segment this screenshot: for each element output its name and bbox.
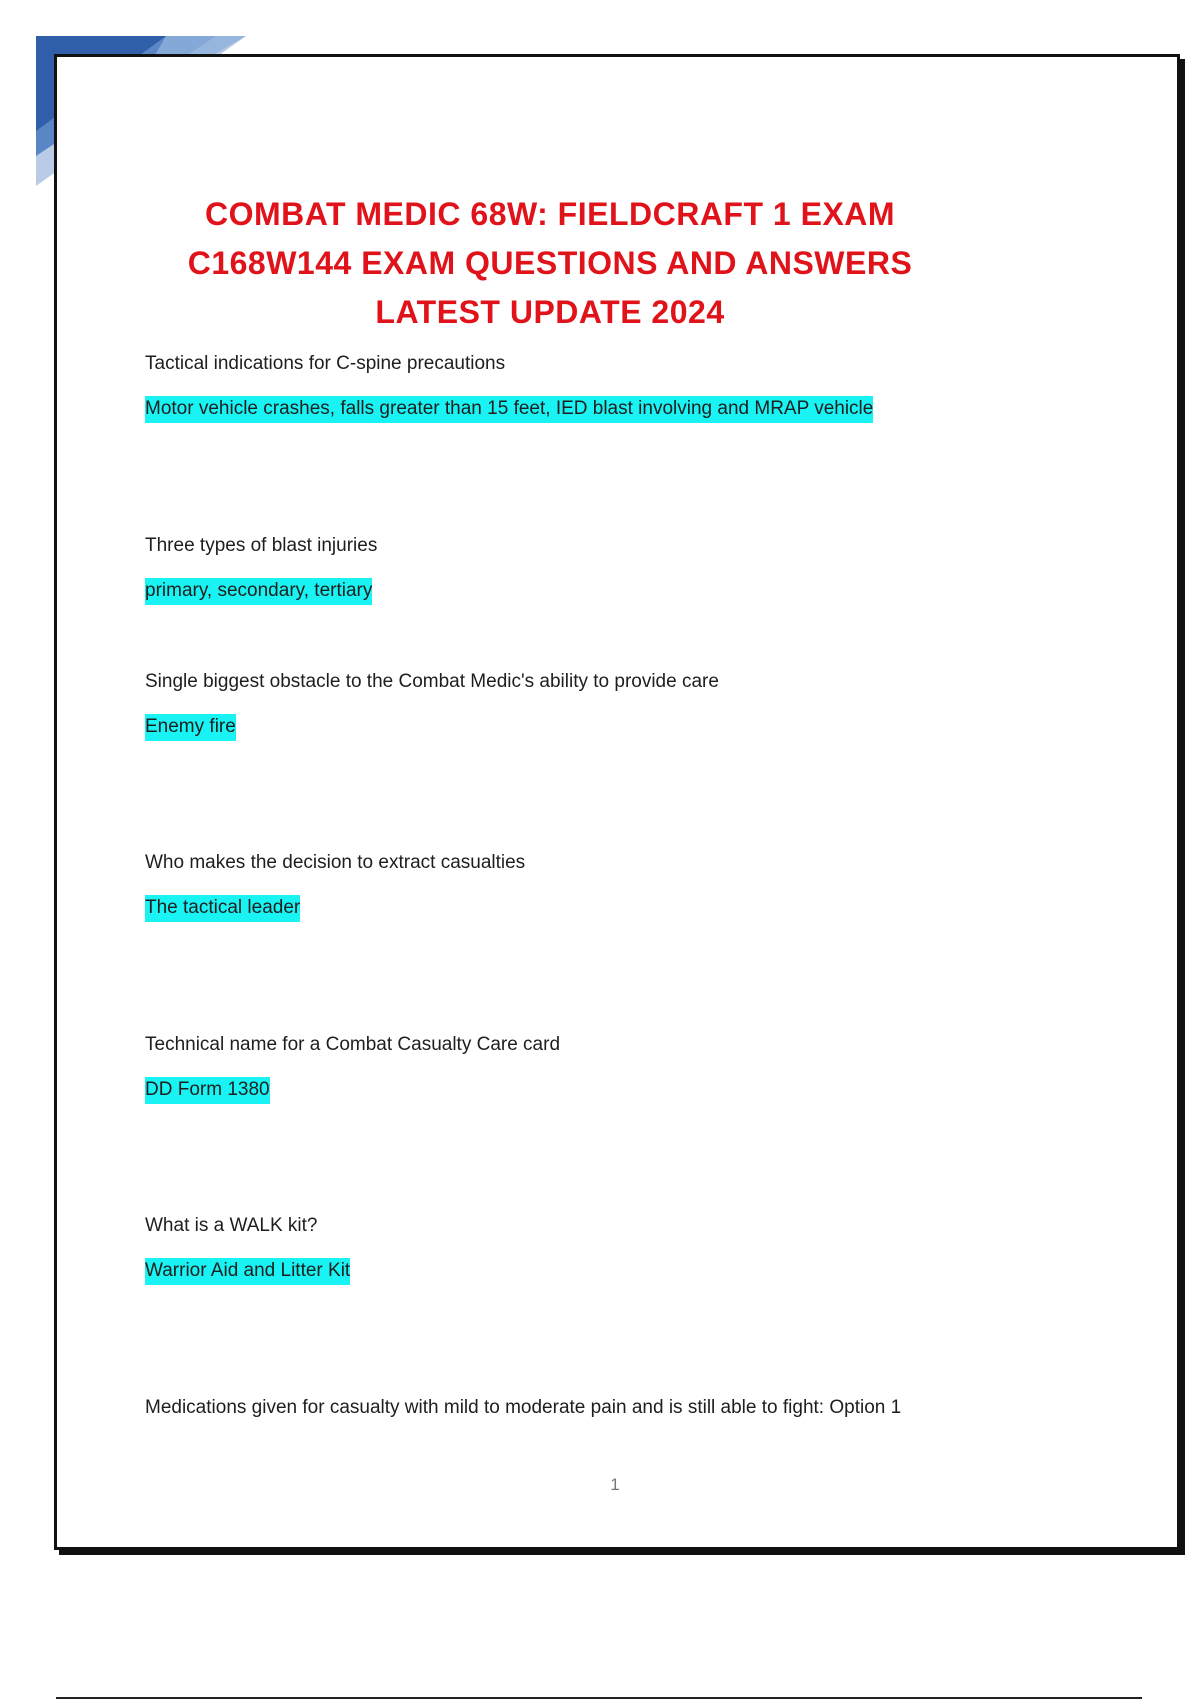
answer-highlight: Enemy fire	[145, 714, 236, 741]
title-line-3: LATEST UPDATE 2024	[375, 294, 725, 330]
answer-highlight: Warrior Aid and Litter Kit	[145, 1258, 350, 1285]
qa-item	[145, 352, 1125, 423]
answer-highlight: primary, secondary, tertiary	[145, 578, 372, 605]
qa-item	[145, 1033, 1125, 1104]
bottom-divider	[56, 1697, 1142, 1699]
title-line-1: COMBAT MEDIC 68W: FIELDCRAFT 1 EXAM	[204, 196, 896, 232]
qa-item	[145, 534, 1125, 605]
question-text: Single biggest obstacle to the Combat Medic's ability to provide care	[145, 671, 719, 692]
question-text: Medications given for casualty with mild to moderate pain and is still able to fight: Option 1	[145, 1397, 902, 1418]
question-text: Who makes the decision to extract casualties	[145, 852, 526, 873]
qa-item	[145, 851, 1125, 922]
answer-highlight: The tactical leader	[145, 895, 300, 922]
answer-highlight: DD Form 1380	[145, 1077, 270, 1104]
question-text: What is a WALK kit?	[145, 1215, 318, 1236]
corner-page-number: 1	[82, 58, 93, 78]
qa-item	[145, 670, 1125, 741]
question-text: Technical name for a Combat Casualty Care card	[145, 1034, 561, 1055]
question-text: Three types of blast injuries	[145, 535, 378, 556]
footer-page-number: 1	[610, 1475, 620, 1494]
answer-highlight: Motor vehicle crashes, falls greater than 15 feet, IED blast involving and MRAP vehicle	[145, 396, 873, 423]
document-title	[120, 190, 980, 337]
qa-item	[145, 1214, 1125, 1285]
title-line-2: C168W144 EXAM QUESTIONS AND ANSWERS	[187, 245, 913, 281]
qa-item	[145, 1396, 1125, 1420]
question-text: Tactical indications for C-spine precautions	[145, 353, 506, 374]
